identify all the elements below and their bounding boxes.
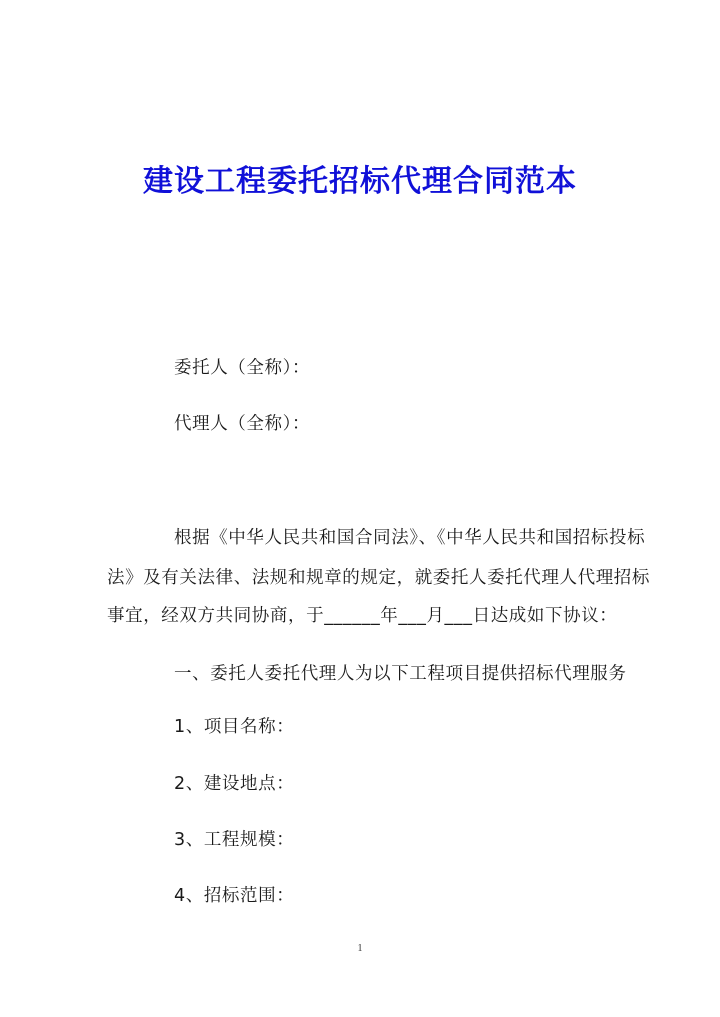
preamble-line-3: 事宜，经双方共同协商，于______年___月___日达成如下协议： [107,606,618,626]
preamble-line-1: 根据《中华人民共和国合同法》、《中华人民共和国招标投标 [174,528,646,548]
principal-field: 委托人（全称）： [174,358,311,378]
page-number: 1 [357,943,363,954]
list-item-scope: 4、招标范围： [174,886,295,906]
list-item-project-name: 1、项目名称： [174,717,295,737]
preamble-line-2: 法》及有关法律、法规和规章的规定，就委托人委托代理人代理招标 [107,568,650,588]
document-title: 建设工程委托招标代理合同范本 [143,164,577,199]
section-1-heading: 一、委托人委托代理人为以下工程项目提供招标代理服务 [174,664,627,684]
agent-field: 代理人（全称）： [174,414,311,434]
list-item-location: 2、建设地点： [174,774,295,794]
list-item-scale: 3、工程规模： [174,830,295,850]
